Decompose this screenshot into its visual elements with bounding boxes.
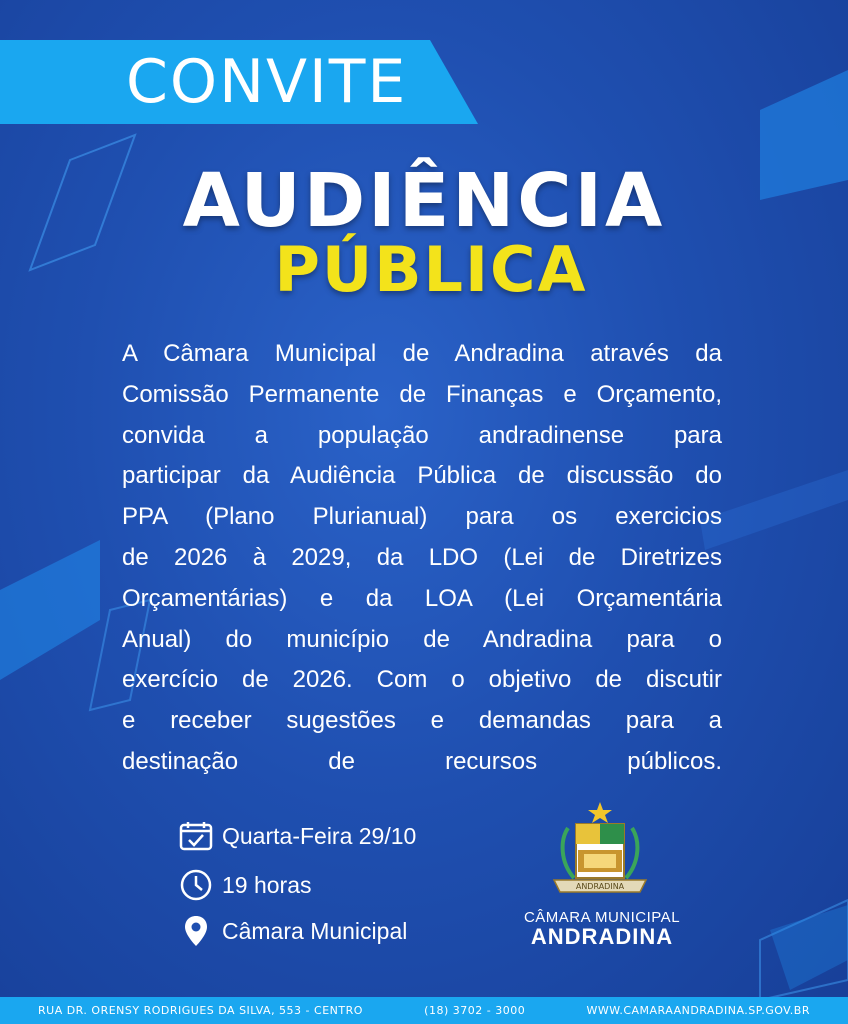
event-time: 19 horas bbox=[222, 871, 312, 898]
footer-bar bbox=[0, 997, 848, 1024]
footer-address: RUA DR. ORENSY RODRIGUES DA SILVA, 553 - CENTRO bbox=[38, 1004, 363, 1017]
body-line: participar da Audiência Pública de discussão do bbox=[122, 462, 722, 490]
body-line: de 2026 à 2029, da LDO (Lei de Diretrizes bbox=[122, 543, 722, 571]
body-line: e receber sugestões e demandas para a bbox=[122, 707, 722, 735]
body-line: Comissão Permanente de Finanças e Orçamento, bbox=[122, 380, 722, 408]
invitation-body bbox=[122, 334, 722, 783]
event-place-row bbox=[178, 914, 407, 948]
seal-ribbon-text: ANDRADINA bbox=[575, 882, 625, 891]
body-line: A Câmara Municipal de Andradina através da bbox=[122, 340, 722, 367]
org-name-line-2: ANDRADINA bbox=[530, 924, 674, 949]
coat-of-arms-logo bbox=[540, 800, 660, 900]
event-time-row bbox=[178, 868, 312, 902]
org-name-line-1: CÂMARA MUNICIPAL bbox=[523, 909, 681, 926]
body-line: convida a população andradinense para bbox=[122, 421, 722, 449]
body-line: exercício de 2026. Com o objetivo de discutir bbox=[122, 666, 722, 694]
location-pin-icon bbox=[178, 914, 214, 948]
body-line: Anual) do município de Andradina para o bbox=[122, 625, 722, 653]
event-date: Quarta-Feira 29/10 bbox=[222, 822, 417, 849]
calendar-icon bbox=[178, 820, 214, 852]
title-line-2: PÚBLICA bbox=[274, 233, 588, 306]
clock-icon bbox=[178, 868, 214, 902]
footer-phone: (18) 3702 - 3000 bbox=[424, 1004, 526, 1017]
banner-label: CONVITE bbox=[126, 47, 408, 117]
body-line: destinação de recursos públicos. bbox=[122, 747, 722, 775]
body-line: PPA (Plano Plurianual) para os exercicios bbox=[122, 503, 722, 531]
event-place: Câmara Municipal bbox=[222, 917, 408, 944]
body-line: Orçamentárias) e da LOA (Lei Orçamentária bbox=[122, 584, 722, 612]
event-date-row bbox=[178, 820, 416, 852]
title-line-1: AUDIÊNCIA bbox=[182, 158, 666, 244]
footer-website: WWW.CAMARAANDRADINA.SP.GOV.BR bbox=[586, 1004, 810, 1017]
